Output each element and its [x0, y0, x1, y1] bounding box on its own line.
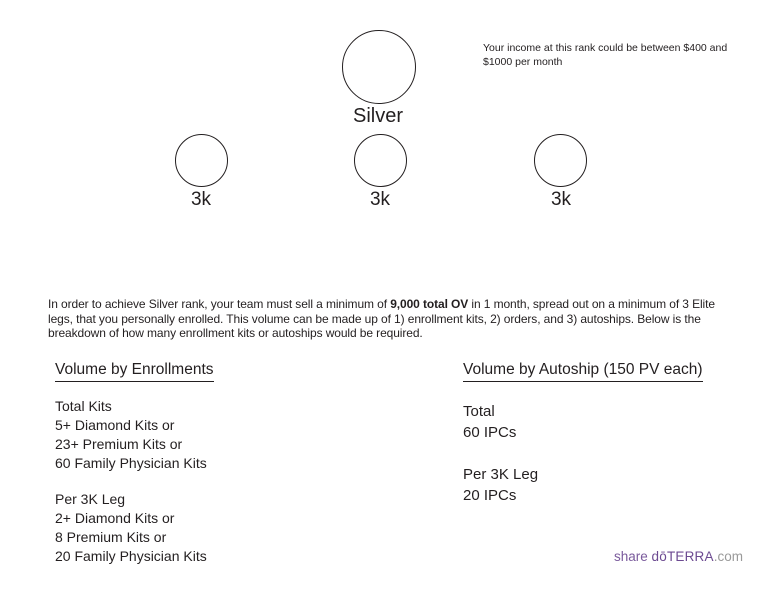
enrollments-leg-line: 20 Family Physician Kits	[55, 548, 207, 564]
leg-circle-3	[534, 134, 587, 187]
autoship-total-block	[463, 401, 516, 443]
logo-com: .com	[713, 549, 743, 564]
leg-label-3: 3k	[550, 189, 572, 210]
rank-label: Silver	[352, 105, 403, 127]
income-note: Your income at this rank could be between $400 and $1000 per month	[483, 42, 728, 68]
enrollments-per-leg-block	[55, 490, 207, 566]
intro-paragraph	[48, 297, 718, 341]
enrollments-total-line: Total Kits	[55, 398, 112, 414]
logo-share: share	[614, 549, 652, 564]
autoship-total-line: Total	[463, 403, 495, 420]
leg-label-2: 3k	[369, 189, 391, 210]
intro-text-1: In order to achieve Silver rank, your team must sell a minimum of	[48, 297, 391, 311]
leg-circle-1	[175, 134, 228, 187]
share-doterra-logo	[614, 549, 743, 565]
enrollments-leg-line: Per 3K Leg	[55, 491, 126, 507]
autoship-heading: Volume by Autoship (150 PV each)	[463, 360, 703, 382]
autoship-leg-line: 20 IPCs	[463, 487, 517, 504]
enrollments-total-line: 60 Family Physician Kits	[55, 455, 207, 471]
leg-circle-2	[354, 134, 407, 187]
intro-text-2: in 1 month, spread out on a minimum of 3 Elite legs, that you personally enrolled. This volume can be made up of 1) enrollment kits, 2) orders, and 3) autoships. Below is the breakdown of how many enrollment kits or autoships would be required.	[48, 297, 715, 340]
logo-brand: dōTERRA	[651, 549, 714, 564]
intro-bold-ov: 9,000 total OV	[390, 297, 469, 311]
autoship-leg-line: Per 3K Leg	[463, 466, 539, 483]
enrollments-heading: Volume by Enrollments	[55, 360, 214, 382]
enrollments-leg-line: 8 Premium Kits or	[55, 529, 167, 545]
leg-label-1: 3k	[190, 189, 212, 210]
autoship-per-leg-block	[463, 464, 538, 506]
autoship-total-line: 60 IPCs	[463, 424, 517, 441]
enrollments-total-block	[55, 397, 207, 473]
enrollments-leg-line: 2+ Diamond Kits or	[55, 510, 175, 526]
silver-rank-circle	[342, 30, 416, 104]
enrollments-total-line: 23+ Premium Kits or	[55, 436, 183, 452]
enrollments-total-line: 5+ Diamond Kits or	[55, 417, 175, 433]
